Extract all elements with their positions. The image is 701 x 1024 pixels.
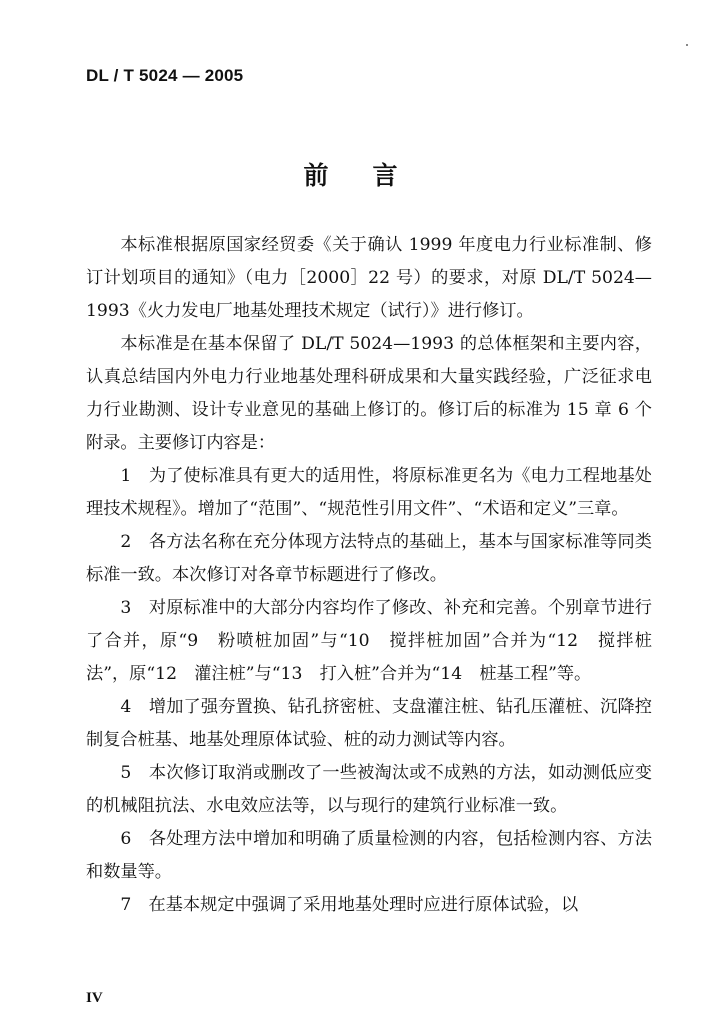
revision-item-2: 2 各方法名称在充分体现方法特点的基础上，基本与国家标准等同类标准一致。本次修订对各章节标题进行了修改。 (86, 532, 652, 585)
scan-speck (686, 44, 688, 46)
document-number-header: DL / T 5024 — 2005 (86, 66, 244, 85)
revision-item-5: 5 本次修订取消或删改了一些被淘汰或不成熟的方法，如动测低应变的机械阻抗法、水电效应法等，以与现行的建筑行业标准一致。 (86, 763, 652, 816)
revision-item-7: 7 在基本规定中强调了采用地基处理时应进行原体试验，以 (120, 895, 579, 915)
revision-item-1: 1 为了使标准具有更大的适用性，将原标准更名为《电力工程地基处理技术规程》。增加了“范围”、“规范性引用文件”、“术语和定义”三章。 (86, 466, 652, 519)
preface-body (86, 229, 652, 922)
page-number: IV (86, 990, 103, 1006)
section-title: 前言 (303, 161, 442, 190)
paragraph-overview: 本标准是在基本保留了 DL/T 5024—1993 的总体框架和主要内容，认真总结国内外电力行业地基处理科研成果和大量实践经验，广泛征求电力行业勘测、设计专业意见的基础上修订的。修订后的标准为 15 章 6 个附录。主要修订内容是： (86, 334, 652, 453)
revision-item-4: 4 增加了强夯置换、钻孔挤密桩、支盘灌注桩、钻孔压灌桩、沉降控制复合桩基、地基处理原体试验、桩的动力测试等内容。 (86, 697, 652, 750)
revision-item-3: 3 对原标准中的大部分内容均作了修改、补充和完善。个别章节进行了合并，原“9 粉喷桩加固”与“10 搅拌桩加固”合并为“12 搅拌桩法”，原“12 灌注桩”与“13 打入桩”合并为“14 桩基工程”等。 (86, 598, 652, 684)
paragraph-intro: 本标准根据原国家经贸委《关于确认 1999 年度电力行业标准制、修订计划项目的通知》（电力［2000］22 号）的要求，对原 DL/T 5024—1993《火力发电厂地基处理技术规定（试行）》进行修订。 (86, 235, 652, 321)
revision-item-6: 6 各处理方法中增加和明确了质量检测的内容，包括检测内容、方法和数量等。 (86, 829, 652, 882)
